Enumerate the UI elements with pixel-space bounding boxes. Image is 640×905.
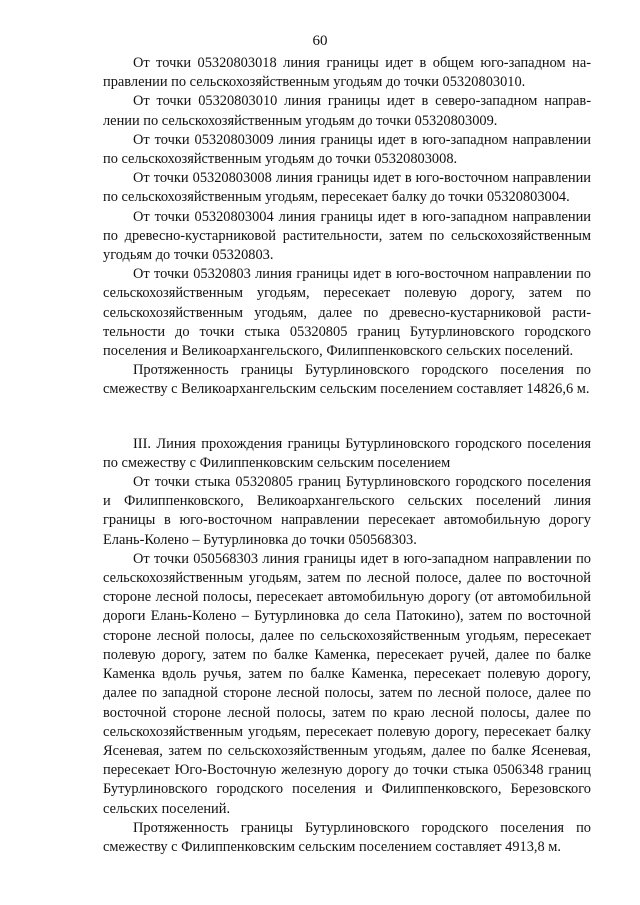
page-number: 60 xyxy=(312,33,328,49)
section-gap xyxy=(103,400,591,435)
paragraph-point-05320803010: От точки 05320803010 линия границы идет в северо-западном направлении по сельскохозяйственным угодьям до точки 05320803009. xyxy=(103,93,591,129)
section-heading-iii: III. Линия прохождения границы Бутурлиновского городского поселения по смежеству с Филиппенковским сельским поселением xyxy=(103,435,591,471)
document-body xyxy=(103,54,591,857)
paragraph-point-050568303: От точки 050568303 линия границы идет в юго-западном направлении по сельскохозяйственным угодьям, затем по лесной полосе, далее по восточной стороне лесной полосы, пересекает автомобильную дорогу (от автомобильной дороги Елань-Колено – Бутурлиновка до села Патокино), затем по восточной стороне лесной полосы, далее по сельскохозяйственным угодьям, пересекает полевую дорогу, затем по балке Каменка, пересекает ручей, далее по балке Каменка вдоль ручья, затем по балке Каменка, пересекает полевую дорогу, далее по западной стороне лесной полосы, затем по лесной полосе, далее по восточной стороне лесной полосы, затем по краю лесной полосы, далее по сельскохозяйственным угодьям, пересекает полевую дорогу, пересекает балку Ясеневая, затем по сельскохозяйственным угодьям, далее по балке Ясеневая, пересекает Юго-Восточную железную дорогу до точки стыка 0506348 границ Бутурлиновского городского поселения и Филиппенковского, Березовского сельских поселений. xyxy=(103,550,591,817)
paragraph-point-05320803008: От точки 05320803008 линия границы идет в юго-восточном направлении по сельскохозяйственным угодьям, пересекает балку до точки 05320803004. xyxy=(103,170,591,206)
paragraph-point-05320803: От точки 05320803 линия границы идет в юго-восточном направлении по сельскохозяйственным угодьям, пересекает полевую дорогу, затем по сельскохозяйственным угодьям, далее по древесно-кустарниковой растительности до точки стыка 05320805 границ Бутурлиновского городского поселения и Великоархангельского, Филиппенковского сельских поселений. xyxy=(103,266,591,360)
paragraph-length-velikoarkhangelsk: Протяженность границы Бутурлиновского городского поселения по смежеству с Великоархангельским сельским поселением составляет 14826,6 м. xyxy=(103,362,591,398)
paragraph-point-05320805: От точки стыка 05320805 границ Бутурлиновского городского поселения и Филиппенковского, Великоархангельского сельских поселений линия границы в юго-восточном направлении пересекает автомобильную дорогу Елань-Колено – Бутурлиновка до точки 050568303. xyxy=(103,474,591,548)
paragraph-point-05320803004: От точки 05320803004 линия границы идет в юго-западном направлении по древесно-кустарниковой растительности, затем по сельскохозяйственным угодьям до точки 05320803. xyxy=(103,208,591,264)
paragraph-point-05320803018: От точки 05320803018 линия границы идет в общем юго-западном направлении по сельскохозяйственным угодьям до точки 05320803010. xyxy=(103,55,591,91)
paragraph-point-05320803009: От точки 05320803009 линия границы идет в юго-западном направлении по сельскохозяйственным угодьям до точки 05320803008. xyxy=(103,131,591,168)
paragraph-length-filippenkovo: Протяженность границы Бутурлиновского городского поселения по смежеству с Филиппенковским сельским поселением составляет 4913,8 м. xyxy=(103,819,591,855)
